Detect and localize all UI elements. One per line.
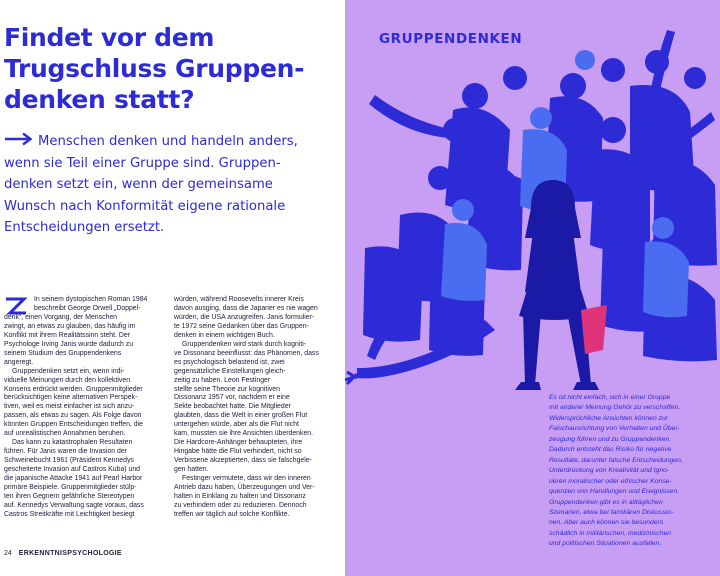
body-line: beschreibt George Orwell „Doppel- xyxy=(34,304,141,312)
body-line: zwingt, an etwas zu glauben, das häufig im xyxy=(4,322,136,330)
body-line: Konflikt mit ihrem Realitätssinn steht. Der xyxy=(4,331,130,339)
body-line: berücksichtigen keine alternativen Perspek- xyxy=(4,394,138,402)
caption-line: zeugung führen und zu Gruppendenken. xyxy=(549,435,672,443)
body-line: Konsens erdrückt werden. Gruppenmitglieder xyxy=(4,385,143,393)
caption-line: schädlich in militärischen, medizinischen xyxy=(549,529,672,537)
caption-line: rieren moralischer oder ethischer Konse- xyxy=(549,477,672,485)
caption-line: Gruppendenken gibt es in alltäglichen xyxy=(549,498,663,506)
headline-line: denken statt? xyxy=(4,85,195,114)
body-line: Psychologe Irving Janis wurde dadurch zu xyxy=(4,340,134,348)
body-line: gescheiterte Invasion auf Castros Kuba) und xyxy=(4,466,140,474)
right-page xyxy=(345,0,720,576)
body-line: viduelle Meinungen durch den kollektiven xyxy=(4,376,131,384)
body-column-1 xyxy=(4,296,166,520)
body-line: Sekte beobachtet hatte. Die Mitglieder xyxy=(174,403,291,411)
lead-line xyxy=(4,131,340,153)
page-headline xyxy=(4,22,340,115)
body-line: denken in einem wichtigen Buch. xyxy=(174,331,275,339)
caption-line: Resultate, darunter falsche Entscheidungen, xyxy=(549,456,683,464)
headline-line: Findet vor dem xyxy=(4,23,215,52)
section-label: ERKENNTNISPSYCHOLOGIE xyxy=(18,550,122,557)
lead-paragraph xyxy=(4,131,340,239)
body-line: auf unrealistischen Annahmen beruhen. xyxy=(4,430,126,438)
body-line: würden, die USA anzugreifen. Janis formulier- xyxy=(174,313,315,321)
caption-line: Falschausrichtung von Verhalten und Über- xyxy=(549,425,680,433)
pink-bag-icon xyxy=(581,305,607,354)
body-line: denk“, einen Vorgang, der Menschen xyxy=(4,313,118,321)
body-line: Gruppendenken setzt ein, wenn indi- xyxy=(12,367,125,375)
body-line: ten ihren Gegnern gefährliche Stereotypen xyxy=(4,492,135,500)
body-line: die japanische Attacke 1941 auf Pearl Harbor xyxy=(4,475,143,483)
central-figure xyxy=(515,180,599,390)
caption-line: nen. Aber auch können sie besonders xyxy=(549,519,664,527)
caption-line: und politischen Situationen ausfallen. xyxy=(549,540,662,548)
lead-line: denken setzt ein, wenn der gemeinsame xyxy=(4,177,273,192)
body-line: seinem Studium des Gruppendenkens xyxy=(4,349,122,357)
body-line: gegensätzliche Einstellungen gleich- xyxy=(174,367,286,375)
body-line: kam, mussten sie ihre Ansichten überdenken. xyxy=(174,430,314,438)
page-footer xyxy=(4,550,122,557)
body-line: Castros Streitkräfte mit Leichtigkeit besiegt xyxy=(4,510,135,518)
lead-line: wenn sie Teil einer Gruppe sind. Gruppen- xyxy=(4,155,281,171)
body-line: zeitig zu haben. Leon Festinger xyxy=(174,376,271,384)
headline-line: Trugschluss Gruppen- xyxy=(4,54,305,83)
caption-line: Szenarien, etwa bei familiären Diskussio- xyxy=(549,508,674,516)
body-line: te 1972 seine Gedanken über das Gruppen- xyxy=(174,322,309,330)
body-line: passen, als etwas zu sagen. Als Folge davon xyxy=(4,412,142,420)
caption-line: Dadurch entsteht das Risiko für negative xyxy=(549,446,672,454)
body-line: Das kann zu katastrophalen Resultaten xyxy=(12,439,133,447)
body-line: würden, während Roosevelts innerer Kreis xyxy=(174,296,304,303)
body-line: Schweinebucht 1961 (Präsident Kennedys xyxy=(4,457,134,465)
body-line: halten in Einklang zu halten und Dissonanz xyxy=(174,492,306,500)
body-line: zu verhindern oder zu reduzieren. Dennoch xyxy=(174,501,307,509)
left-page xyxy=(0,0,345,576)
body-line: es psychologisch belastend ist, zwei xyxy=(174,358,285,366)
caption-line: Unterdrückung von Kreativität und Igno- xyxy=(549,467,670,475)
body-line: Festinger vermutete, dass wir den inneren xyxy=(182,475,311,483)
body-line: Die Hardcore-Anhänger behaupteten, ihre xyxy=(174,439,303,447)
caption-line: quenzen von Handlungen und Ereignissen. xyxy=(549,488,679,496)
body-line: Hingabe hätte die Flut verhindert, nicht so xyxy=(174,448,302,456)
body-line: glaubten, dass die Welt in einer großen Flut xyxy=(174,412,308,420)
body-line: ve Dissonanz beeinflusst: das Phänomen, dass xyxy=(174,349,319,357)
body-line: treffen wir täglich auf solche Konflikte. xyxy=(174,510,290,518)
body-line: angeregt. xyxy=(4,358,34,366)
body-line: stellte seine Theorie zur kognitiven xyxy=(174,385,280,393)
body-column-2 xyxy=(174,296,340,520)
body-line: auf. Kennedys Verwaltung sagte voraus, dass xyxy=(4,501,144,509)
body-line: führen. Für Janis waren die Invasion der xyxy=(4,448,127,456)
caption-line: Widersprüchliche Ansichten können zur xyxy=(549,414,669,422)
lead-line: Wunsch nach Konformität eigene rationale xyxy=(4,198,286,214)
caption-line: mit anderer Meinung Gehör zu verschaffen. xyxy=(549,404,681,412)
body-line: gen hatten. xyxy=(174,466,209,474)
caption-line: Es ist nicht einfach, sich in einer Gruppe xyxy=(549,394,671,401)
illustration-caption xyxy=(549,393,714,550)
body-line: primäre Beispiele. Gruppenmitglieder stülp- xyxy=(4,484,137,492)
body-line: tiven, weil es meist einfacher ist sich anzu- xyxy=(4,403,135,411)
body-line: Verbissene akzeptierten, dass sie falschgele- xyxy=(174,457,312,465)
arrow-right-icon xyxy=(4,132,34,146)
body-line: untergehen würde, aber als die Flut nicht xyxy=(174,421,299,429)
lead-line: Entscheidungen ersetzt. xyxy=(4,220,165,235)
body-line: Gruppendenken wird stark durch kogniti- xyxy=(182,340,307,348)
body-line: davon ausging, dass die Japaner es nie wagen xyxy=(174,304,318,312)
body-line: Antrieb dazu haben, Überzeugungen und Ver- xyxy=(174,484,315,492)
body-line: In seinem dystopischen Roman 1984 xyxy=(34,296,148,303)
body-line: könnten Gruppen Entscheidungen treffen, die xyxy=(4,421,143,429)
page-number: 24 xyxy=(4,550,12,557)
section-title: GRUPPENDENKEN xyxy=(379,31,523,47)
lead-text: Menschen denken und handeln anders, xyxy=(38,134,298,149)
body-line: Dissonanz 1957 vor, nachdem er eine xyxy=(174,394,290,402)
